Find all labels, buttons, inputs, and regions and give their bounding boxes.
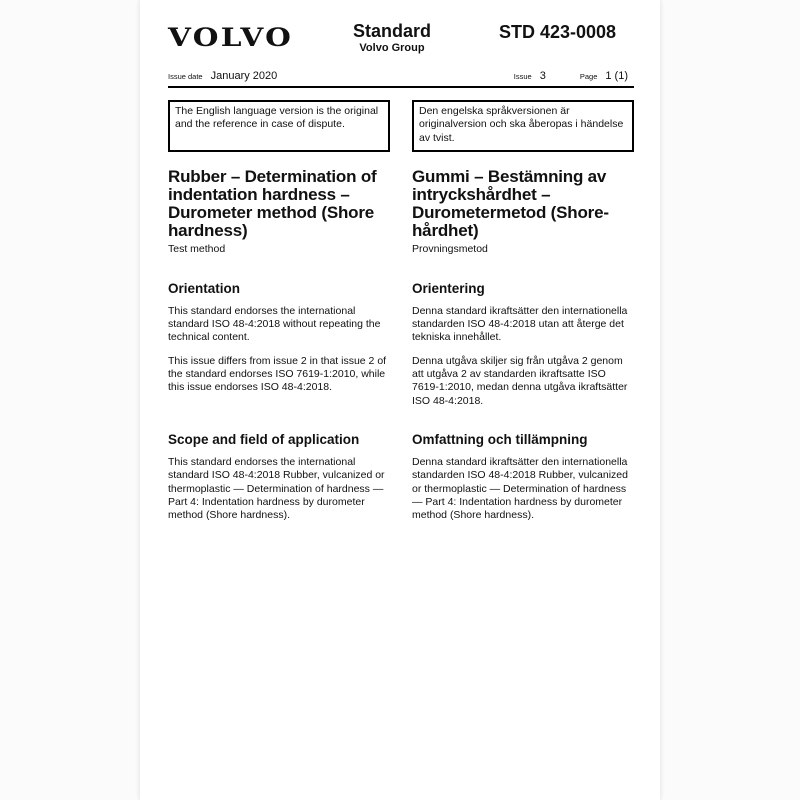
paragraph: Denna utgåva skiljer sig från utgåva 2 genom att utgåva 2 av standarden ikraftsatte ISO 7619-1:2010, medan denna utgåva ikraftsätter ISO 48-4:2018. — [412, 354, 628, 407]
section-scope-sv — [412, 432, 634, 523]
section-heading-orientation-en: Orientation — [168, 280, 241, 296]
issue-value: 3 — [539, 69, 546, 82]
page-value: 1 (1) — [605, 69, 628, 82]
section-orientation-en — [168, 281, 390, 408]
doc-type-block — [353, 20, 431, 54]
notice-row — [168, 100, 634, 168]
issue-date-value: January 2020 — [210, 69, 278, 82]
issue-label: Issue — [513, 71, 532, 81]
section-heading-scope-en: Scope and field of application — [168, 432, 360, 448]
paragraph: Denna standard ikraftsätter den internationella standarden ISO 48-4:2018 Rubber, vulcanized or thermoplastic — Determination of hardness — Part 4: Indentation hardness by durometer method (Shore hardness). — [412, 456, 628, 522]
document-subtitle-sv: Provningsmetod — [412, 242, 488, 255]
title-cell-en — [168, 168, 390, 255]
section-row-orientation — [168, 281, 634, 432]
paragraph: This standard endorses the international standard ISO 48-4:2018 without repeating the technical content. — [168, 304, 381, 344]
section-row-scope — [168, 432, 634, 547]
doc-number: STD 423-0008 — [498, 22, 617, 42]
notice-english: The English language version is the original and the reference in case of dispute. — [168, 100, 390, 152]
title-row — [168, 168, 634, 281]
document-subtitle-en: Test method — [168, 242, 226, 255]
document-title-sv: Gummi – Bestämning av intryckshårdhet – Durometermetod (Shore-hårdhet) — [412, 166, 609, 240]
volvo-logo: VOLVO — [168, 23, 294, 52]
doc-org: Volvo Group — [359, 41, 425, 54]
paragraph: This issue differs from issue 2 in that issue 2 of the standard endorses ISO 7619-1:2010, while this issue endorses ISO 48-4:2018. — [168, 354, 387, 394]
section-heading-scope-sv: Omfattning och tillämpning — [412, 432, 588, 448]
page-label: Page — [579, 71, 598, 81]
doc-type: Standard — [353, 21, 432, 41]
section-heading-orientation-sv: Orientering — [412, 280, 485, 296]
doc-number-wrap — [431, 20, 634, 43]
section-scope-en — [168, 432, 390, 523]
issue-date-group — [168, 70, 277, 82]
issue-date-label: Issue date — [168, 71, 203, 81]
page-group — [580, 70, 628, 82]
title-cell-sv — [412, 168, 634, 255]
logo-wrap — [168, 20, 353, 52]
document-title-en: Rubber – Determination of indentation hardness – Durometer method (Shore hardness) — [168, 166, 377, 240]
document-page — [140, 0, 660, 800]
paragraph: Denna standard ikraftsätter den internationella standarden ISO 48-4:2018 utan att återge det tekniska innehållet. — [412, 304, 628, 344]
notice-swedish: Den engelska språkversionen är originalversion och ska åberopas i händelse av tvist. — [412, 100, 634, 152]
paragraph: This standard endorses the international standard ISO 48-4:2018 Rubber, vulcanized or thermoplastic — Determination of hardness — Part 4: Indentation hardness by durometer method (Shore hardness). — [168, 456, 385, 522]
masthead — [168, 20, 634, 54]
meta-row — [168, 70, 634, 88]
section-orientation-sv — [412, 281, 634, 408]
issue-group — [514, 70, 546, 82]
